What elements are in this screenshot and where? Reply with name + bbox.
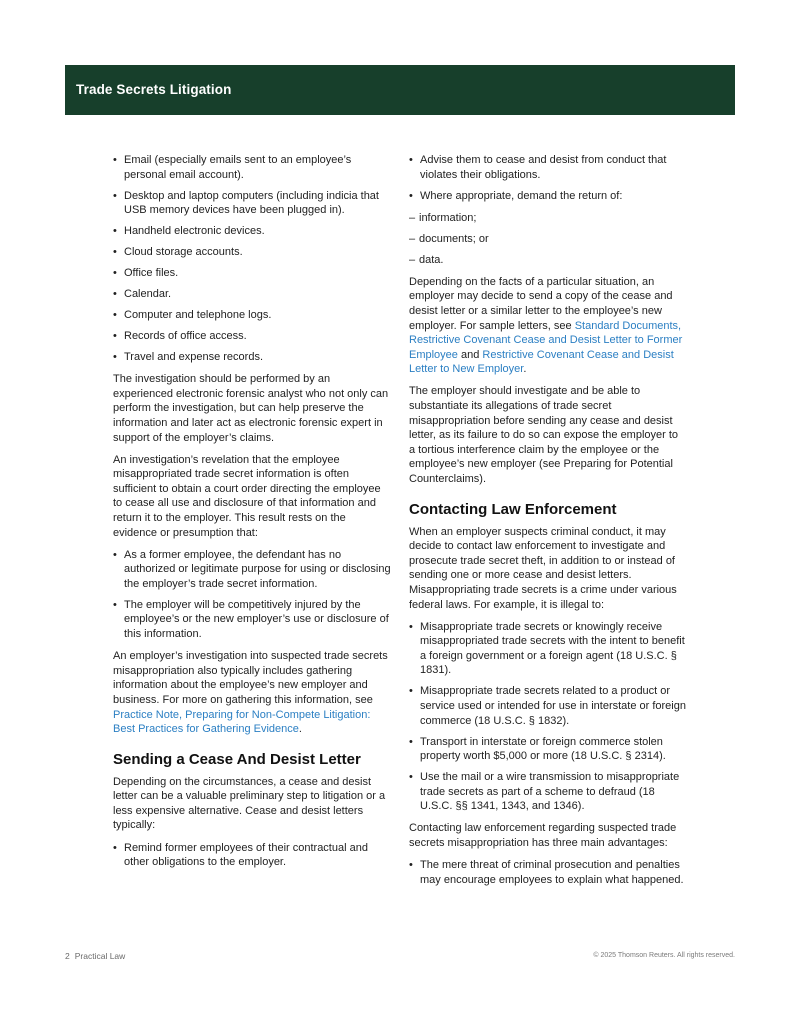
paragraph: An investigation’s revelation that the employee misappropriated trade secret information is often sufficient to obtain a court order directing the employee to cease all use and disclosure of that information and return it to the employer. This result rests on the evidence or presumption that: [113,453,381,539]
page-title: Trade Secrets Litigation [76,82,232,97]
list-item: • Travel and expense records. [113,350,391,365]
federal-crimes-list [409,620,687,814]
page-number: 2 [65,951,70,961]
list-item: • Misappropriate trade secrets or knowingly receive misappropriated trade secrets with the intent to benefit a foreign government or a foreign agent (18 U.S.C. § 1831). [409,620,687,678]
list-item: – information; [409,211,687,226]
section-heading: Contacting Law Enforcement [409,500,617,518]
list-item: – data. [409,253,687,268]
presumption-list [113,548,391,642]
list-item: • Where appropriate, demand the return of: [409,189,687,204]
list-item: • As a former employee, the defendant has no authorized or legitimate purpose for using or disclosing the employer’s trade secret information. [113,548,391,592]
list-item: • Email (especially emails sent to an employee’s personal email account). [113,153,391,182]
list-item: • Remind former employees of their contractual and other obligations to the employer. [113,841,391,870]
paragraph: Contacting law enforcement regarding suspected trade secrets misappropriation has three main advantages: [409,822,677,849]
right-column [409,153,687,895]
list-item: • Office files. [113,266,391,281]
list-item: • Calendar. [113,287,391,302]
list-item: • The employer will be competitively injured by the employee’s or the new employer’s use or disclosure of this information. [113,598,391,642]
paragraph: The employer should investigate and be able to substantiate its allegations of trade secret misappropriation before sending any cease and desist letter, as its failure to do so can expose the employer to a tortious interference claim by the employee or the employee’s new employer (see Preparing for Potential Counterclaims). [409,385,679,485]
list-item: – documents; or [409,232,687,247]
copyright-notice: © 2025 Thomson Reuters. All rights reserved. [593,952,735,959]
list-item: • The mere threat of criminal prosecution and penalties may encourage employees to explain what happened. [409,858,687,887]
list-item: • Computer and telephone logs. [113,308,391,323]
header-banner [65,65,735,115]
standard-documents-link[interactable]: Standard Documents, Restrictive Covenant Cease and Desist Letter to Former Employee [409,319,683,361]
list-item: • Records of office access. [113,329,391,344]
list-item: • Misappropriate trade secrets related to a product or service used or intended for use in interstate or foreign commerce (18 U.S.C. § 1832). [409,684,687,728]
paragraph: The investigation should be performed by an experienced electronic forensic analyst who not only can perform the investigation, but can help preserve the information and later act as electronic forensic expert in support of the employer’s claims. [113,373,389,444]
evidence-sources-list [113,153,391,365]
publication-name: Practical Law [74,951,126,961]
paragraph: When an employer suspects criminal conduct, it may decide to contact law enforcement to investigate and prosecute trade secret theft, in addition to or instead of sending one or more cease and desist letters. Misappropriating trade secrets is a crime under various federal laws. For example, it is illegal to: [409,525,677,611]
footer-page-info [65,951,125,961]
left-column [113,153,391,877]
paragraph: An employer’s investigation into suspected trade secrets misappropriation also typically includes gathering information about the employee’s new employer and business. For more on gathering this information, see Practice Note, Preparing for Non-Compete Litigation: Best Practices for Gathering Evidence. [113,650,388,736]
cease-desist-list-continued [409,153,687,203]
list-item: • Handheld electronic devices. [113,224,391,239]
paragraph: Depending on the circumstances, a cease and desist letter can be a valuable preliminary step to litigation or a less expensive alternative. Cease and desist letters typically: [113,775,386,832]
practice-note-link[interactable]: Practice Note, Preparing for Non-Compete Litigation: Best Practices for Gathering Evidence [113,708,371,736]
paragraph: Depending on the facts of a particular situation, an employer may decide to send a copy of the cease and desist letter or a similar letter to the employee’s new employer. For sample letters, see Standard Documents, Restrictive Covenant Cease and Desist Letter to Former Employee and Restrictive Covenant Cease and Desist Letter to New Employer. [409,275,683,376]
list-item: • Transport in interstate or foreign commerce stolen property worth $5,000 or more (18 U.S.C. § 2314). [409,735,687,764]
cease-desist-list [113,841,391,870]
new-employer-letter-link[interactable]: Restrictive Covenant Cease and Desist Letter to New Employer [409,348,674,376]
list-item: • Cloud storage accounts. [113,245,391,260]
list-item: • Desktop and laptop computers (including indicia that USB memory devices have been plugged in). [113,189,391,218]
section-heading: Sending a Cease And Desist Letter [113,750,361,768]
return-items-list [409,211,687,268]
list-item: • Use the mail or a wire transmission to misappropriate trade secrets as part of a scheme to defraud (18 U.S.C. §§ 1341, 1343, and 1346). [409,770,687,814]
list-item: • Advise them to cease and desist from conduct that violates their obligations. [409,153,687,182]
advantages-list [409,858,687,887]
